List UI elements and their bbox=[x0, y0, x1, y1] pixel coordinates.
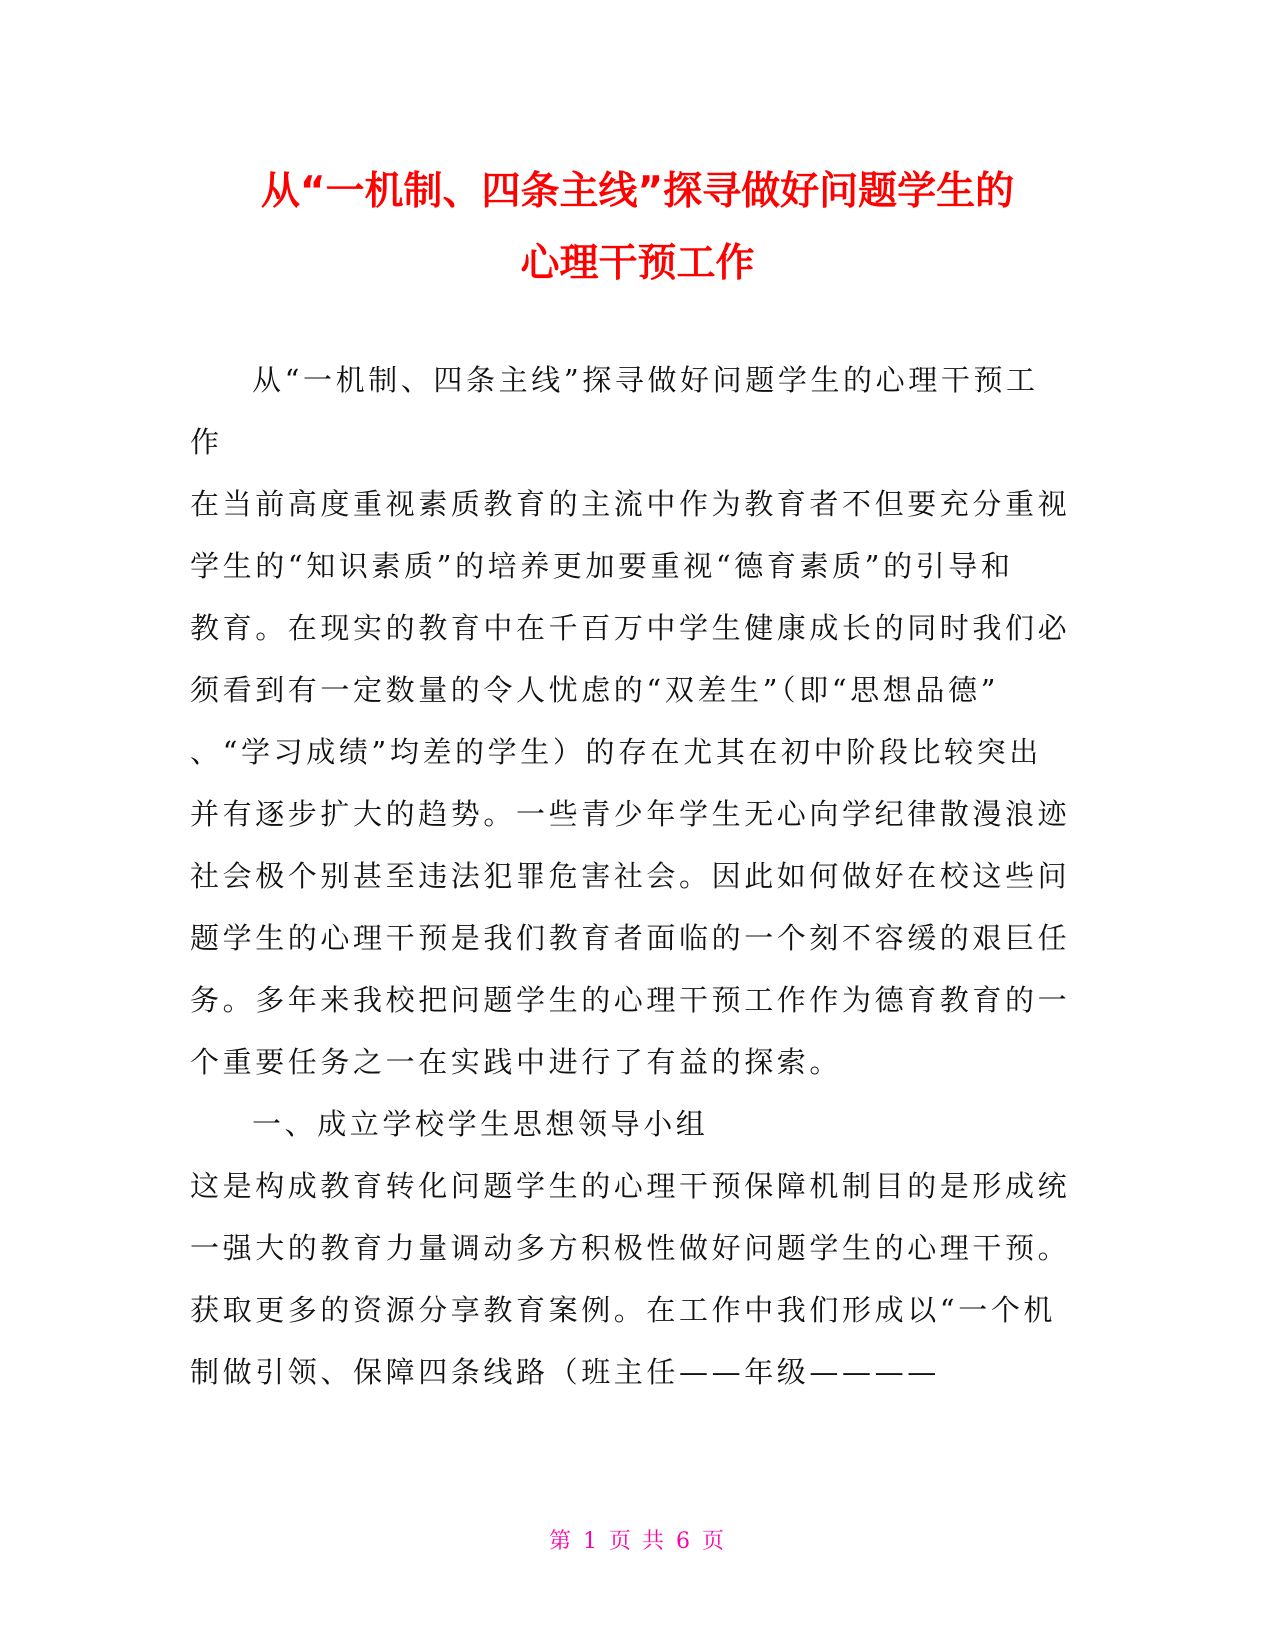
footer-middle: 页 共 bbox=[609, 1529, 666, 1554]
paragraph-line: 个重要任务之一在实践中进行了有益的探索。 bbox=[190, 1045, 843, 1079]
paragraph-line: 这是构成教育转化问题学生的心理干预保障机制目的是形成统 bbox=[190, 1169, 1071, 1203]
footer-page-number: 1 bbox=[583, 1529, 599, 1554]
paragraph-line: 、“学习成绩”均差的学生）的存在尤其在初中阶段比较突出 bbox=[190, 735, 1042, 769]
paragraph-line: 一强大的教育力量调动多方积极性做好问题学生的心理干预。 bbox=[190, 1231, 1071, 1265]
footer-total-pages: 6 bbox=[676, 1529, 692, 1554]
paragraph-line: 获取更多的资源分享教育案例。在工作中我们形成以“一个机 bbox=[190, 1293, 1057, 1327]
paragraph-line: 从“一机制、四条主线”探寻做好问题学生的心理干预工 bbox=[252, 363, 1039, 397]
footer-prefix: 第 bbox=[548, 1529, 573, 1554]
paragraph-line: 须看到有一定数量的令人忧虑的“双差生”（即“思想品德” bbox=[190, 673, 1000, 707]
footer-suffix: 页 bbox=[702, 1529, 727, 1554]
paragraph-line: 学生的“知识素质”的培养更加要重视“德育素质”的引导和 bbox=[190, 549, 1014, 583]
document-title-line-1: 从“一机制、四条主线”探寻做好问题学生的 bbox=[260, 169, 1015, 214]
paragraph-line: 题学生的心理干预是我们教育者面临的一个刻不容缓的艰巨任 bbox=[190, 921, 1071, 955]
paragraph-line: 并有逐步扩大的趋势。一些青少年学生无心向学纪律散漫浪迹 bbox=[190, 797, 1071, 831]
paragraph-line: 教育。在现实的教育中在千百万中学生健康成长的同时我们必 bbox=[190, 611, 1071, 645]
paragraph-line: 社会极个别甚至违法犯罪危害社会。因此如何做好在校这些问 bbox=[190, 859, 1071, 893]
document-title-line-2: 心理干预工作 bbox=[520, 241, 755, 286]
section-heading: 一、成立学校学生思想领导小组 bbox=[252, 1107, 709, 1141]
paragraph-line: 务。多年来我校把问题学生的心理干预工作作为德育教育的一 bbox=[190, 983, 1071, 1017]
page-footer bbox=[0, 1527, 1275, 1557]
paragraph-line: 在当前高度重视素质教育的主流中作为教育者不但要充分重视 bbox=[190, 487, 1071, 521]
paragraph-line: 作 bbox=[190, 425, 223, 459]
paragraph-line: 制做引领、保障四条线路（班主任——年级———— bbox=[190, 1355, 940, 1389]
